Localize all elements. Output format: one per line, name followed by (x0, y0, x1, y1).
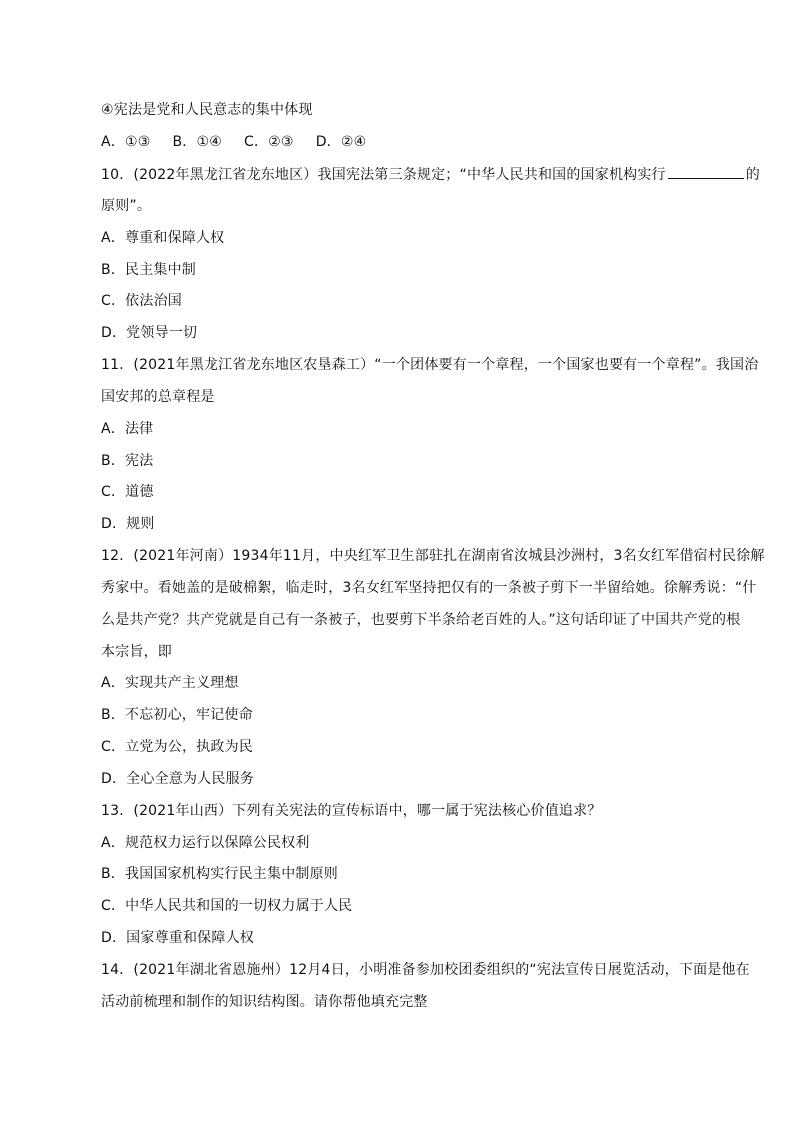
q10-stem-text: 10．(2022年黑龙江省龙东地区）我国宪法第三条规定；“中华人民共和国的国家机构实行 (101, 167, 666, 183)
q9-option-b: B．①④ (172, 134, 222, 150)
q9-options (101, 132, 366, 152)
q12-option-b: B．不忘初心，牢记使命 (101, 707, 253, 723)
q10-stem-line-2: 原则”。 (101, 198, 152, 214)
q9-option-a: A．①③ (101, 134, 151, 150)
q12-stem-line-1: 12．(2021年河南）1934年11月，中央红军卫生部驻扎在湖南省汝城县沙洲村，3名女红军借宿村民徐解 (101, 548, 765, 564)
q11-option-d: D．规则 (101, 516, 155, 532)
q12-stem-line-4: 本宗旨，即 (101, 644, 172, 660)
q11-option-a: A．法律 (101, 421, 154, 437)
q13-option-c: C．中华人民共和国的一切权力属于人民 (101, 898, 353, 914)
q12-option-c: C．立党为公，执政为民 (101, 739, 253, 755)
q10-option-c: C．依法治国 (101, 293, 182, 309)
q10-option-a: A．尊重和保障人权 (101, 230, 225, 246)
q12-option-d: D．全心全意为人民服务 (101, 771, 254, 787)
q11-stem-line-1: 11．(2021年黑龙江省龙东地区农垦森工）“一个团体要有一个章程，一个国家也要有一个章程”。我国治 (101, 357, 759, 373)
q11-option-c: C．道德 (101, 484, 154, 500)
q9-statement-4: ④宪法是党和人民意志的集中体现 (101, 102, 313, 118)
q12-stem-line-3: 么是共产党？共产党就是自己有一条被子，也要剪下半条给老百姓的人。”这句话印证了中国共产党的根 (101, 612, 741, 628)
q9-option-c: C．②③ (244, 134, 294, 150)
q10-option-d: D．党领导一切 (101, 325, 198, 341)
q11-option-b: B．宪法 (101, 453, 154, 469)
q12-option-a: A．实现共产主义理想 (101, 675, 239, 691)
q14-stem-line-1: 14．(2021年湖北省恩施州）12月4日，小明准备参加校团委组织的“宪法宣传日展览活动，下面是他在 (101, 962, 750, 978)
q10-stem-line-1 (101, 164, 760, 185)
q11-stem-line-2: 国安邦的总章程是 (101, 389, 215, 405)
q9-option-d: D．②④ (315, 134, 367, 150)
q13-option-a: A．规范权力运行以保障公民权利 (101, 835, 310, 851)
q14-stem-line-2: 活动前梳理和制作的知识结构图。请你帮他填充完整 (101, 994, 428, 1010)
q13-option-d: D．国家尊重和保障人权 (101, 930, 254, 946)
q10-option-b: B．民主集中制 (101, 262, 197, 278)
q10-stem-suffix: 的 (745, 167, 760, 183)
q13-option-b: B．我国国家机构实行民主集中制原则 (101, 866, 339, 882)
q10-answer-blank (668, 164, 744, 179)
q12-stem-line-2: 秀家中。看她盖的是破棉絮，临走时，3名女红军坚持把仅有的一条被子剪下一半留给她。徐解秀说：“什 (101, 580, 757, 596)
q13-stem-line-1: 13．(2021年山西）下列有关宪法的宣传标语中，哪一属于宪法核心价值追求？ (101, 803, 602, 819)
